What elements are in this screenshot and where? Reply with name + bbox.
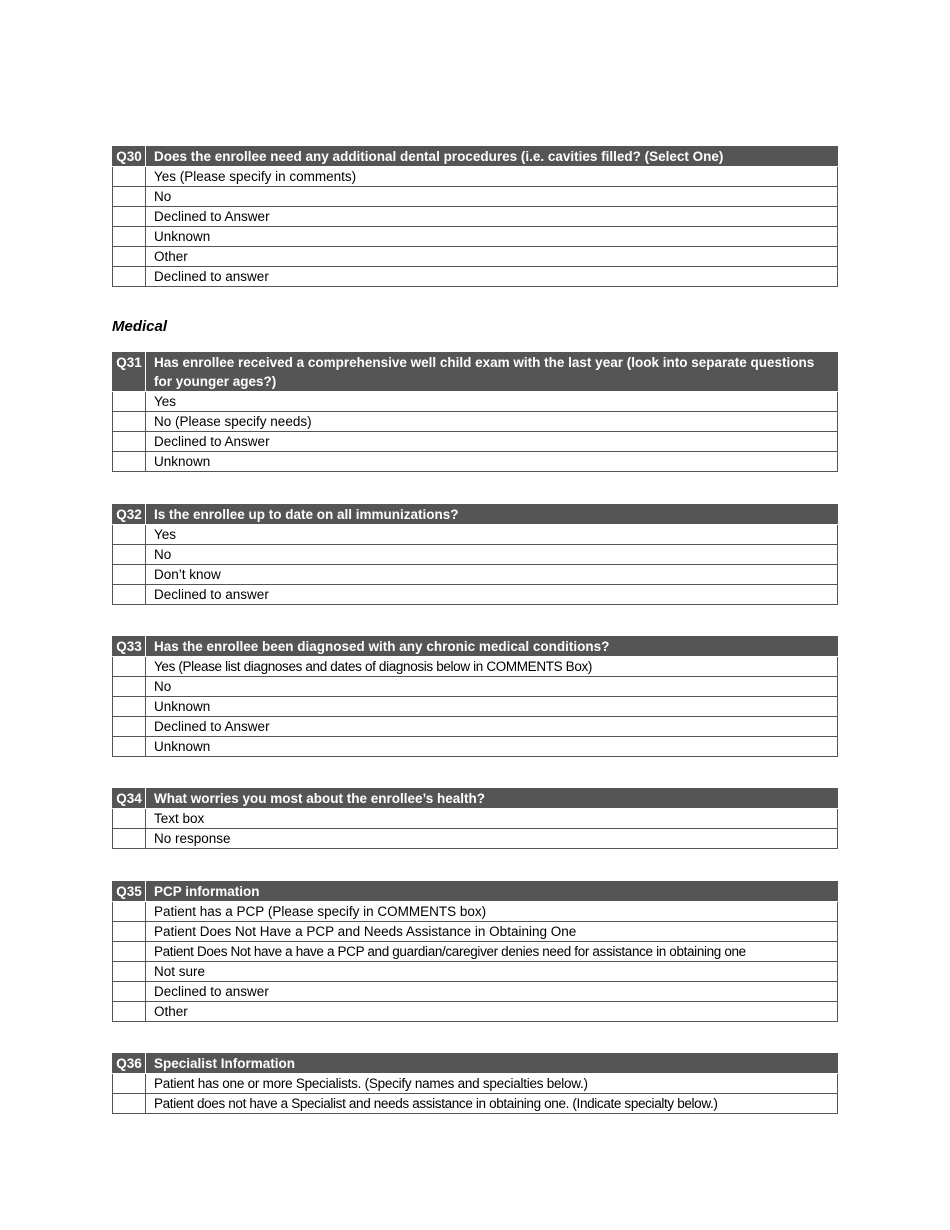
question-table-q35 [112, 881, 838, 1022]
answer-row[interactable] [113, 1074, 838, 1094]
answer-option: Patient has one or more Specialists. (Specify names and specialties below.) [146, 1074, 838, 1094]
question-text: Has the enrollee been diagnosed with any chronic medical conditions? [146, 637, 838, 657]
answer-row[interactable] [113, 1002, 838, 1022]
question-text: Specialist Information [146, 1054, 838, 1074]
answer-option: No (Please specify needs) [146, 412, 838, 432]
answer-row[interactable] [113, 737, 838, 757]
answer-option: Unknown [146, 697, 838, 717]
answer-checkbox[interactable] [113, 187, 146, 207]
answer-option: No [146, 545, 838, 565]
answer-row[interactable] [113, 697, 838, 717]
answer-row[interactable] [113, 432, 838, 452]
answer-row[interactable] [113, 829, 838, 849]
answer-checkbox[interactable] [113, 1094, 146, 1114]
answer-row[interactable] [113, 227, 838, 247]
answer-option: No response [146, 829, 838, 849]
answer-row[interactable] [113, 452, 838, 472]
answer-checkbox[interactable] [113, 697, 146, 717]
answer-row[interactable] [113, 167, 838, 187]
answer-option: Other [146, 1002, 838, 1022]
answer-option: Declined to Answer [146, 432, 838, 452]
question-number: Q36 [113, 1054, 146, 1074]
answer-row[interactable] [113, 717, 838, 737]
answer-row[interactable] [113, 902, 838, 922]
answer-row[interactable] [113, 207, 838, 227]
answer-option: Text box [146, 809, 838, 829]
answer-checkbox[interactable] [113, 392, 146, 412]
answer-checkbox[interactable] [113, 942, 146, 962]
answer-option: Patient has a PCP (Please specify in COMMENTS box) [146, 902, 838, 922]
question-table-q36 [112, 1053, 838, 1114]
answer-option: Declined to answer [146, 267, 838, 287]
section-heading-medical: Medical [112, 318, 168, 335]
answer-row[interactable] [113, 267, 838, 287]
answer-option: Declined to answer [146, 982, 838, 1002]
question-text: Has enrollee received a comprehensive well child exam with the last year (look into separate questions for younger ages?) [146, 353, 838, 392]
answer-checkbox[interactable] [113, 737, 146, 757]
answer-row[interactable] [113, 545, 838, 565]
answer-checkbox[interactable] [113, 1002, 146, 1022]
answer-checkbox[interactable] [113, 922, 146, 942]
question-table-q30 [112, 146, 838, 287]
answer-option: Declined to Answer [146, 207, 838, 227]
answer-option: Yes (Please list diagnoses and dates of diagnosis below in COMMENTS Box) [146, 657, 838, 677]
answer-checkbox[interactable] [113, 902, 146, 922]
answer-option: Unknown [146, 227, 838, 247]
answer-checkbox[interactable] [113, 565, 146, 585]
answer-option: Patient Does Not Have a PCP and Needs Assistance in Obtaining One [146, 922, 838, 942]
answer-checkbox[interactable] [113, 545, 146, 565]
question-number: Q34 [113, 789, 146, 809]
question-text: PCP information [146, 882, 838, 902]
answer-checkbox[interactable] [113, 432, 146, 452]
question-number: Q30 [113, 147, 146, 167]
answer-checkbox[interactable] [113, 585, 146, 605]
answer-row[interactable] [113, 942, 838, 962]
answer-checkbox[interactable] [113, 207, 146, 227]
answer-option: Other [146, 247, 838, 267]
answer-checkbox[interactable] [113, 1074, 146, 1094]
answer-row[interactable] [113, 247, 838, 267]
question-header [113, 505, 838, 525]
question-header [113, 353, 838, 392]
question-header [113, 1054, 838, 1074]
question-table-q34 [112, 788, 838, 849]
answer-option: Declined to answer [146, 585, 838, 605]
answer-row[interactable] [113, 392, 838, 412]
answer-checkbox[interactable] [113, 829, 146, 849]
question-table-q32 [112, 504, 838, 605]
answer-row[interactable] [113, 922, 838, 942]
answer-checkbox[interactable] [113, 525, 146, 545]
answer-option: Not sure [146, 962, 838, 982]
answer-checkbox[interactable] [113, 247, 146, 267]
answer-row[interactable] [113, 565, 838, 585]
answer-row[interactable] [113, 187, 838, 207]
answer-option: Yes (Please specify in comments) [146, 167, 838, 187]
answer-option: Don’t know [146, 565, 838, 585]
answer-row[interactable] [113, 962, 838, 982]
answer-row[interactable] [113, 677, 838, 697]
question-number: Q33 [113, 637, 146, 657]
answer-checkbox[interactable] [113, 452, 146, 472]
answer-option: Unknown [146, 737, 838, 757]
answer-checkbox[interactable] [113, 267, 146, 287]
answer-checkbox[interactable] [113, 809, 146, 829]
question-header [113, 882, 838, 902]
answer-checkbox[interactable] [113, 227, 146, 247]
question-number: Q31 [113, 353, 146, 392]
answer-checkbox[interactable] [113, 657, 146, 677]
question-header [113, 637, 838, 657]
answer-option: No [146, 677, 838, 697]
answer-row[interactable] [113, 412, 838, 432]
answer-option: Yes [146, 525, 838, 545]
answer-option: Yes [146, 392, 838, 412]
answer-row[interactable] [113, 809, 838, 829]
answer-row[interactable] [113, 585, 838, 605]
question-text: Does the enrollee need any additional dental procedures (i.e. cavities filled? (Select One) [146, 147, 838, 167]
question-table-q31 [112, 352, 838, 472]
answer-row[interactable] [113, 525, 838, 545]
answer-checkbox[interactable] [113, 717, 146, 737]
answer-option: No [146, 187, 838, 207]
answer-row[interactable] [113, 982, 838, 1002]
answer-row[interactable] [113, 657, 838, 677]
answer-checkbox[interactable] [113, 677, 146, 697]
question-header [113, 789, 838, 809]
answer-option: Patient Does Not have a have a PCP and guardian/caregiver denies need for assistance in obtaining one [146, 942, 838, 962]
answer-row[interactable] [113, 1094, 838, 1114]
answer-option: Declined to Answer [146, 717, 838, 737]
question-number: Q35 [113, 882, 146, 902]
answer-option: Patient does not have a Specialist and needs assistance in obtaining one. (Indicate specialty below.) [146, 1094, 838, 1114]
question-header [113, 147, 838, 167]
question-text: Is the enrollee up to date on all immunizations? [146, 505, 838, 525]
question-text: What worries you most about the enrollee’s health? [146, 789, 838, 809]
answer-option: Unknown [146, 452, 838, 472]
answer-checkbox[interactable] [113, 167, 146, 187]
answer-checkbox[interactable] [113, 962, 146, 982]
question-number: Q32 [113, 505, 146, 525]
answer-checkbox[interactable] [113, 982, 146, 1002]
question-table-q33 [112, 636, 838, 757]
answer-checkbox[interactable] [113, 412, 146, 432]
